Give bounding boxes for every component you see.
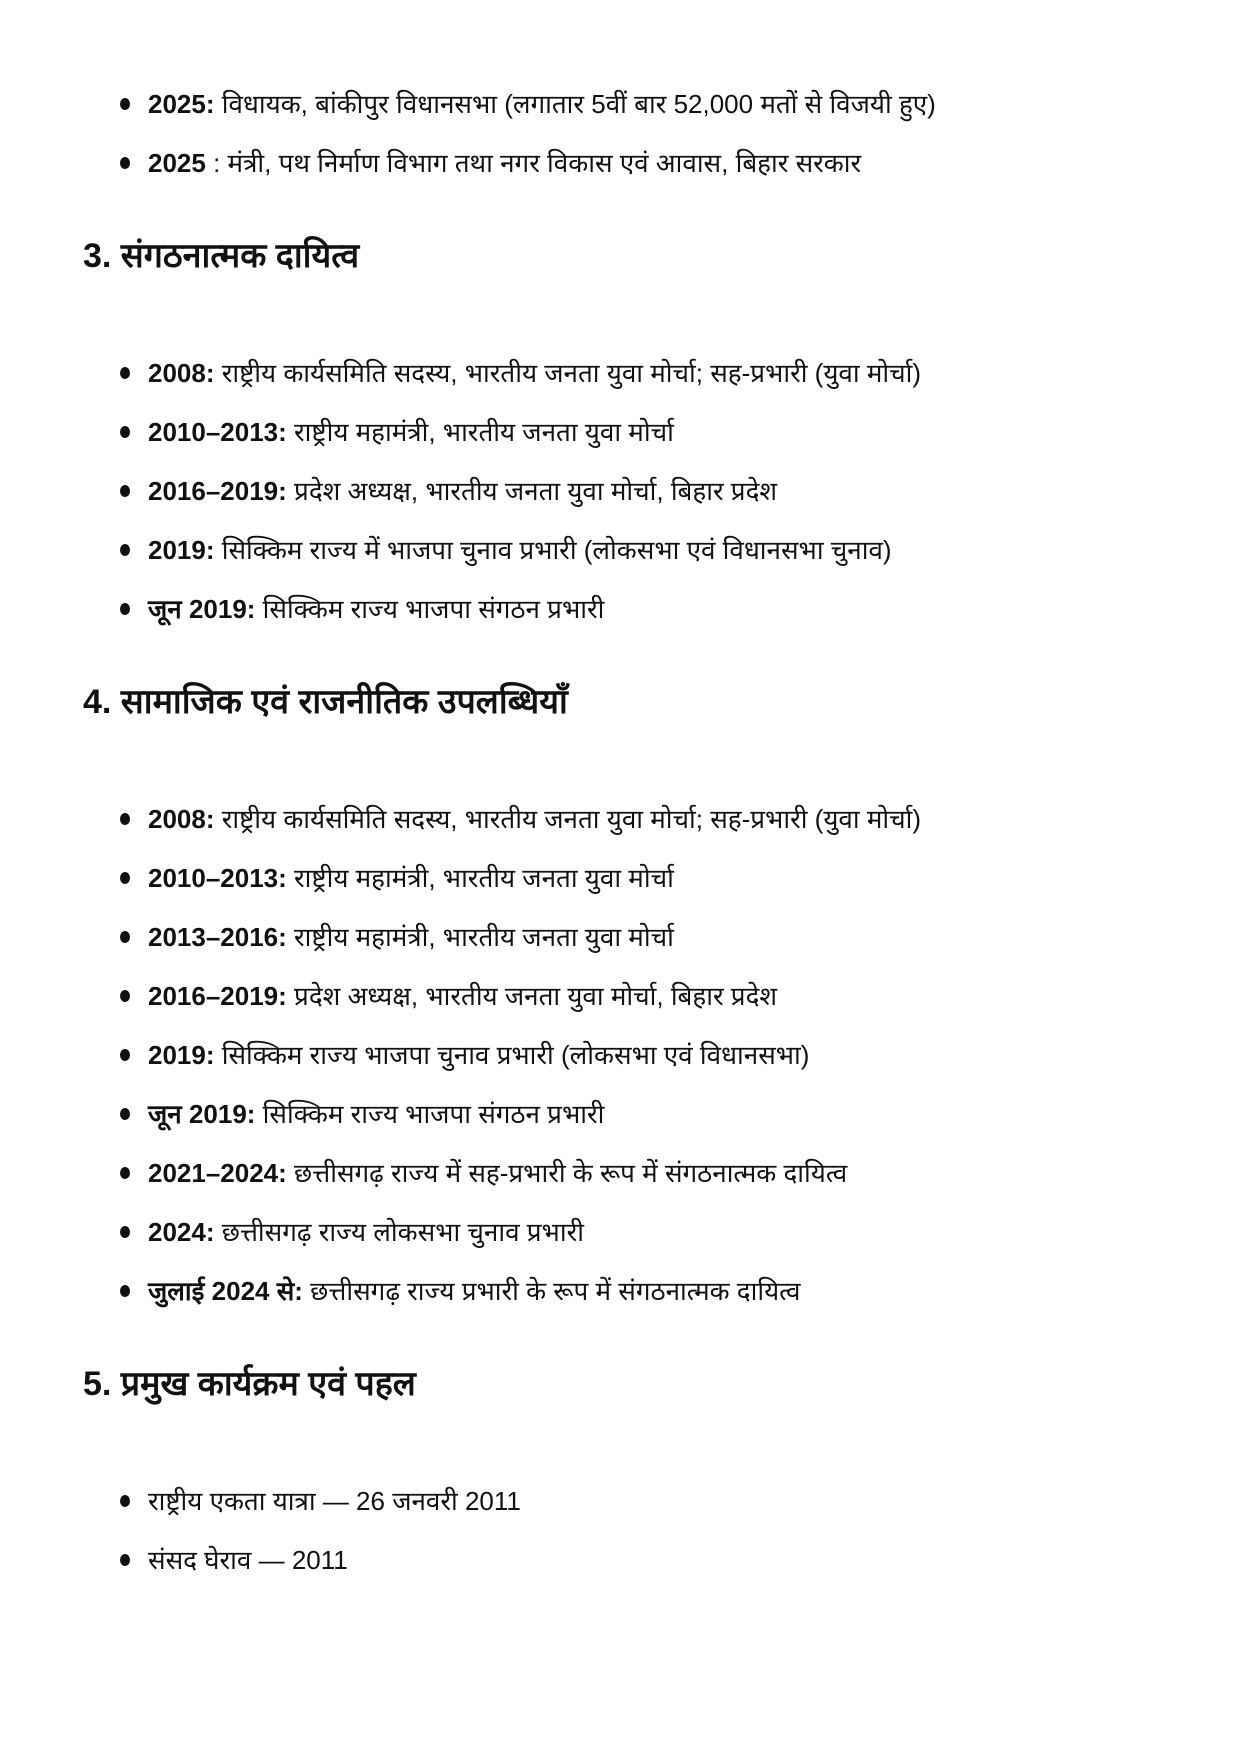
- bullet-text: छत्तीसगढ़ राज्य लोकसभा चुनाव प्रभारी: [214, 1217, 584, 1247]
- bullet-icon: [120, 872, 130, 884]
- bullet-icon: [120, 1285, 130, 1297]
- list-item: [148, 801, 1182, 837]
- section-bullet-list: [83, 355, 1182, 627]
- bullet-term: जून 2019:: [148, 594, 256, 624]
- bullet-text: प्रदेश अध्यक्ष, भारतीय जनता युवा मोर्चा, बिहार प्रदेश: [286, 476, 778, 506]
- bullet-text: राष्ट्रीय एकता यात्रा — 26 जनवरी 2011: [148, 1486, 521, 1516]
- bullet-term: जून 2019:: [148, 1099, 256, 1129]
- list-item: [148, 978, 1182, 1014]
- section-heading-3: 3. संगठनात्मक दायित्व: [83, 237, 360, 275]
- list-item: [148, 1483, 1182, 1519]
- list-item: [148, 1096, 1182, 1132]
- bullet-icon: [120, 98, 130, 110]
- list-item: [148, 532, 1182, 568]
- list-item: [148, 860, 1182, 896]
- bullet-icon: [120, 1167, 130, 1179]
- section-bullet-list: [83, 1483, 1182, 1578]
- bullet-icon: [120, 426, 130, 438]
- bullet-icon: [120, 990, 130, 1002]
- bullet-text: सिक्किम राज्य भाजपा चुनाव प्रभारी (लोकसभा एवं विधानसभा): [214, 1040, 810, 1070]
- bullet-icon: [120, 603, 130, 615]
- bullet-term: 2019:: [148, 1040, 215, 1070]
- bullet-text: राष्ट्रीय महामंत्री, भारतीय जनता युवा मोर्चा: [286, 863, 674, 893]
- bullet-icon: [120, 157, 130, 169]
- list-item: [148, 1273, 1182, 1309]
- bullet-term: 2008:: [148, 358, 215, 388]
- bullet-term: 2010–2013:: [148, 417, 287, 447]
- bullet-icon: [120, 544, 130, 556]
- list-item: [148, 473, 1182, 509]
- bullet-icon: [120, 485, 130, 497]
- bullet-text: सिक्किम राज्य में भाजपा चुनाव प्रभारी (लोकसभा एवं विधानसभा चुनाव): [214, 535, 892, 565]
- list-item: [148, 145, 1182, 181]
- bullet-icon: [120, 931, 130, 943]
- bullet-icon: [120, 1554, 130, 1566]
- section-heading-5: 5. प्रमुख कार्यक्रम एवं पहल: [83, 1365, 416, 1403]
- bullet-icon: [120, 1049, 130, 1061]
- bullet-icon: [120, 367, 130, 379]
- list-item: [148, 1542, 1182, 1578]
- bullet-term: जुलाई 2024 से:: [148, 1276, 303, 1306]
- bullet-text: प्रदेश अध्यक्ष, भारतीय जनता युवा मोर्चा, बिहार प्रदेश: [286, 981, 778, 1011]
- bullet-icon: [120, 1495, 130, 1507]
- bullet-term: 2024:: [148, 1217, 215, 1247]
- bullet-text: सिक्किम राज्य भाजपा संगठन प्रभारी: [255, 1099, 605, 1129]
- bullet-term: 2019:: [148, 535, 215, 565]
- list-item: [148, 1037, 1182, 1073]
- list-item: [148, 1214, 1182, 1250]
- bullet-term: 2025:: [148, 89, 215, 119]
- bullet-term: 2025: [148, 148, 206, 178]
- list-item: [148, 86, 1182, 122]
- bullet-term: 2010–2013:: [148, 863, 287, 893]
- list-item: [148, 414, 1182, 450]
- bullet-text: छत्तीसगढ़ राज्य में सह-प्रभारी के रूप में संगठनात्मक दायित्व: [286, 1158, 848, 1188]
- bullet-text: राष्ट्रीय महामंत्री, भारतीय जनता युवा मोर्चा: [286, 922, 674, 952]
- bullet-text: राष्ट्रीय कार्यसमिति सदस्य, भारतीय जनता युवा मोर्चा; सह-प्रभारी (युवा मोर्चा): [214, 804, 921, 834]
- bullet-text: संसद घेराव — 2011: [148, 1545, 348, 1575]
- list-item: [148, 919, 1182, 955]
- bullet-icon: [120, 1226, 130, 1238]
- bullet-text: सिक्किम राज्य भाजपा संगठन प्रभारी: [255, 594, 605, 624]
- bullet-icon: [120, 813, 130, 825]
- bullet-text: राष्ट्रीय कार्यसमिति सदस्य, भारतीय जनता युवा मोर्चा; सह-प्रभारी (युवा मोर्चा): [214, 358, 921, 388]
- list-item: [148, 591, 1182, 627]
- intro-bullet-list: [83, 86, 1182, 181]
- bullet-text: राष्ट्रीय महामंत्री, भारतीय जनता युवा मोर्चा: [286, 417, 674, 447]
- bullet-term: 2008:: [148, 804, 215, 834]
- bullet-term: 2013–2016:: [148, 922, 287, 952]
- section-bullet-list: [83, 801, 1182, 1309]
- bullet-term: 2021–2024:: [148, 1158, 287, 1188]
- bullet-text: : मंत्री, पथ निर्माण विभाग तथा नगर विकास एवं आवास, बिहार सरकार: [205, 148, 862, 178]
- bullet-term: 2016–2019:: [148, 981, 287, 1011]
- bullet-icon: [120, 1108, 130, 1120]
- bullet-text: छत्तीसगढ़ राज्य प्रभारी के रूप में संगठनात्मक दायित्व: [302, 1276, 801, 1306]
- bullet-term: 2016–2019:: [148, 476, 287, 506]
- list-item: [148, 355, 1182, 391]
- list-item: [148, 1155, 1182, 1191]
- section-heading-4: 4. सामाजिक एवं राजनीतिक उपलब्धियाँ: [83, 683, 568, 721]
- bullet-text: विधायक, बांकीपुर विधानसभा (लगातार 5वीं बार 52,000 मतों से विजयी हुए): [214, 89, 936, 119]
